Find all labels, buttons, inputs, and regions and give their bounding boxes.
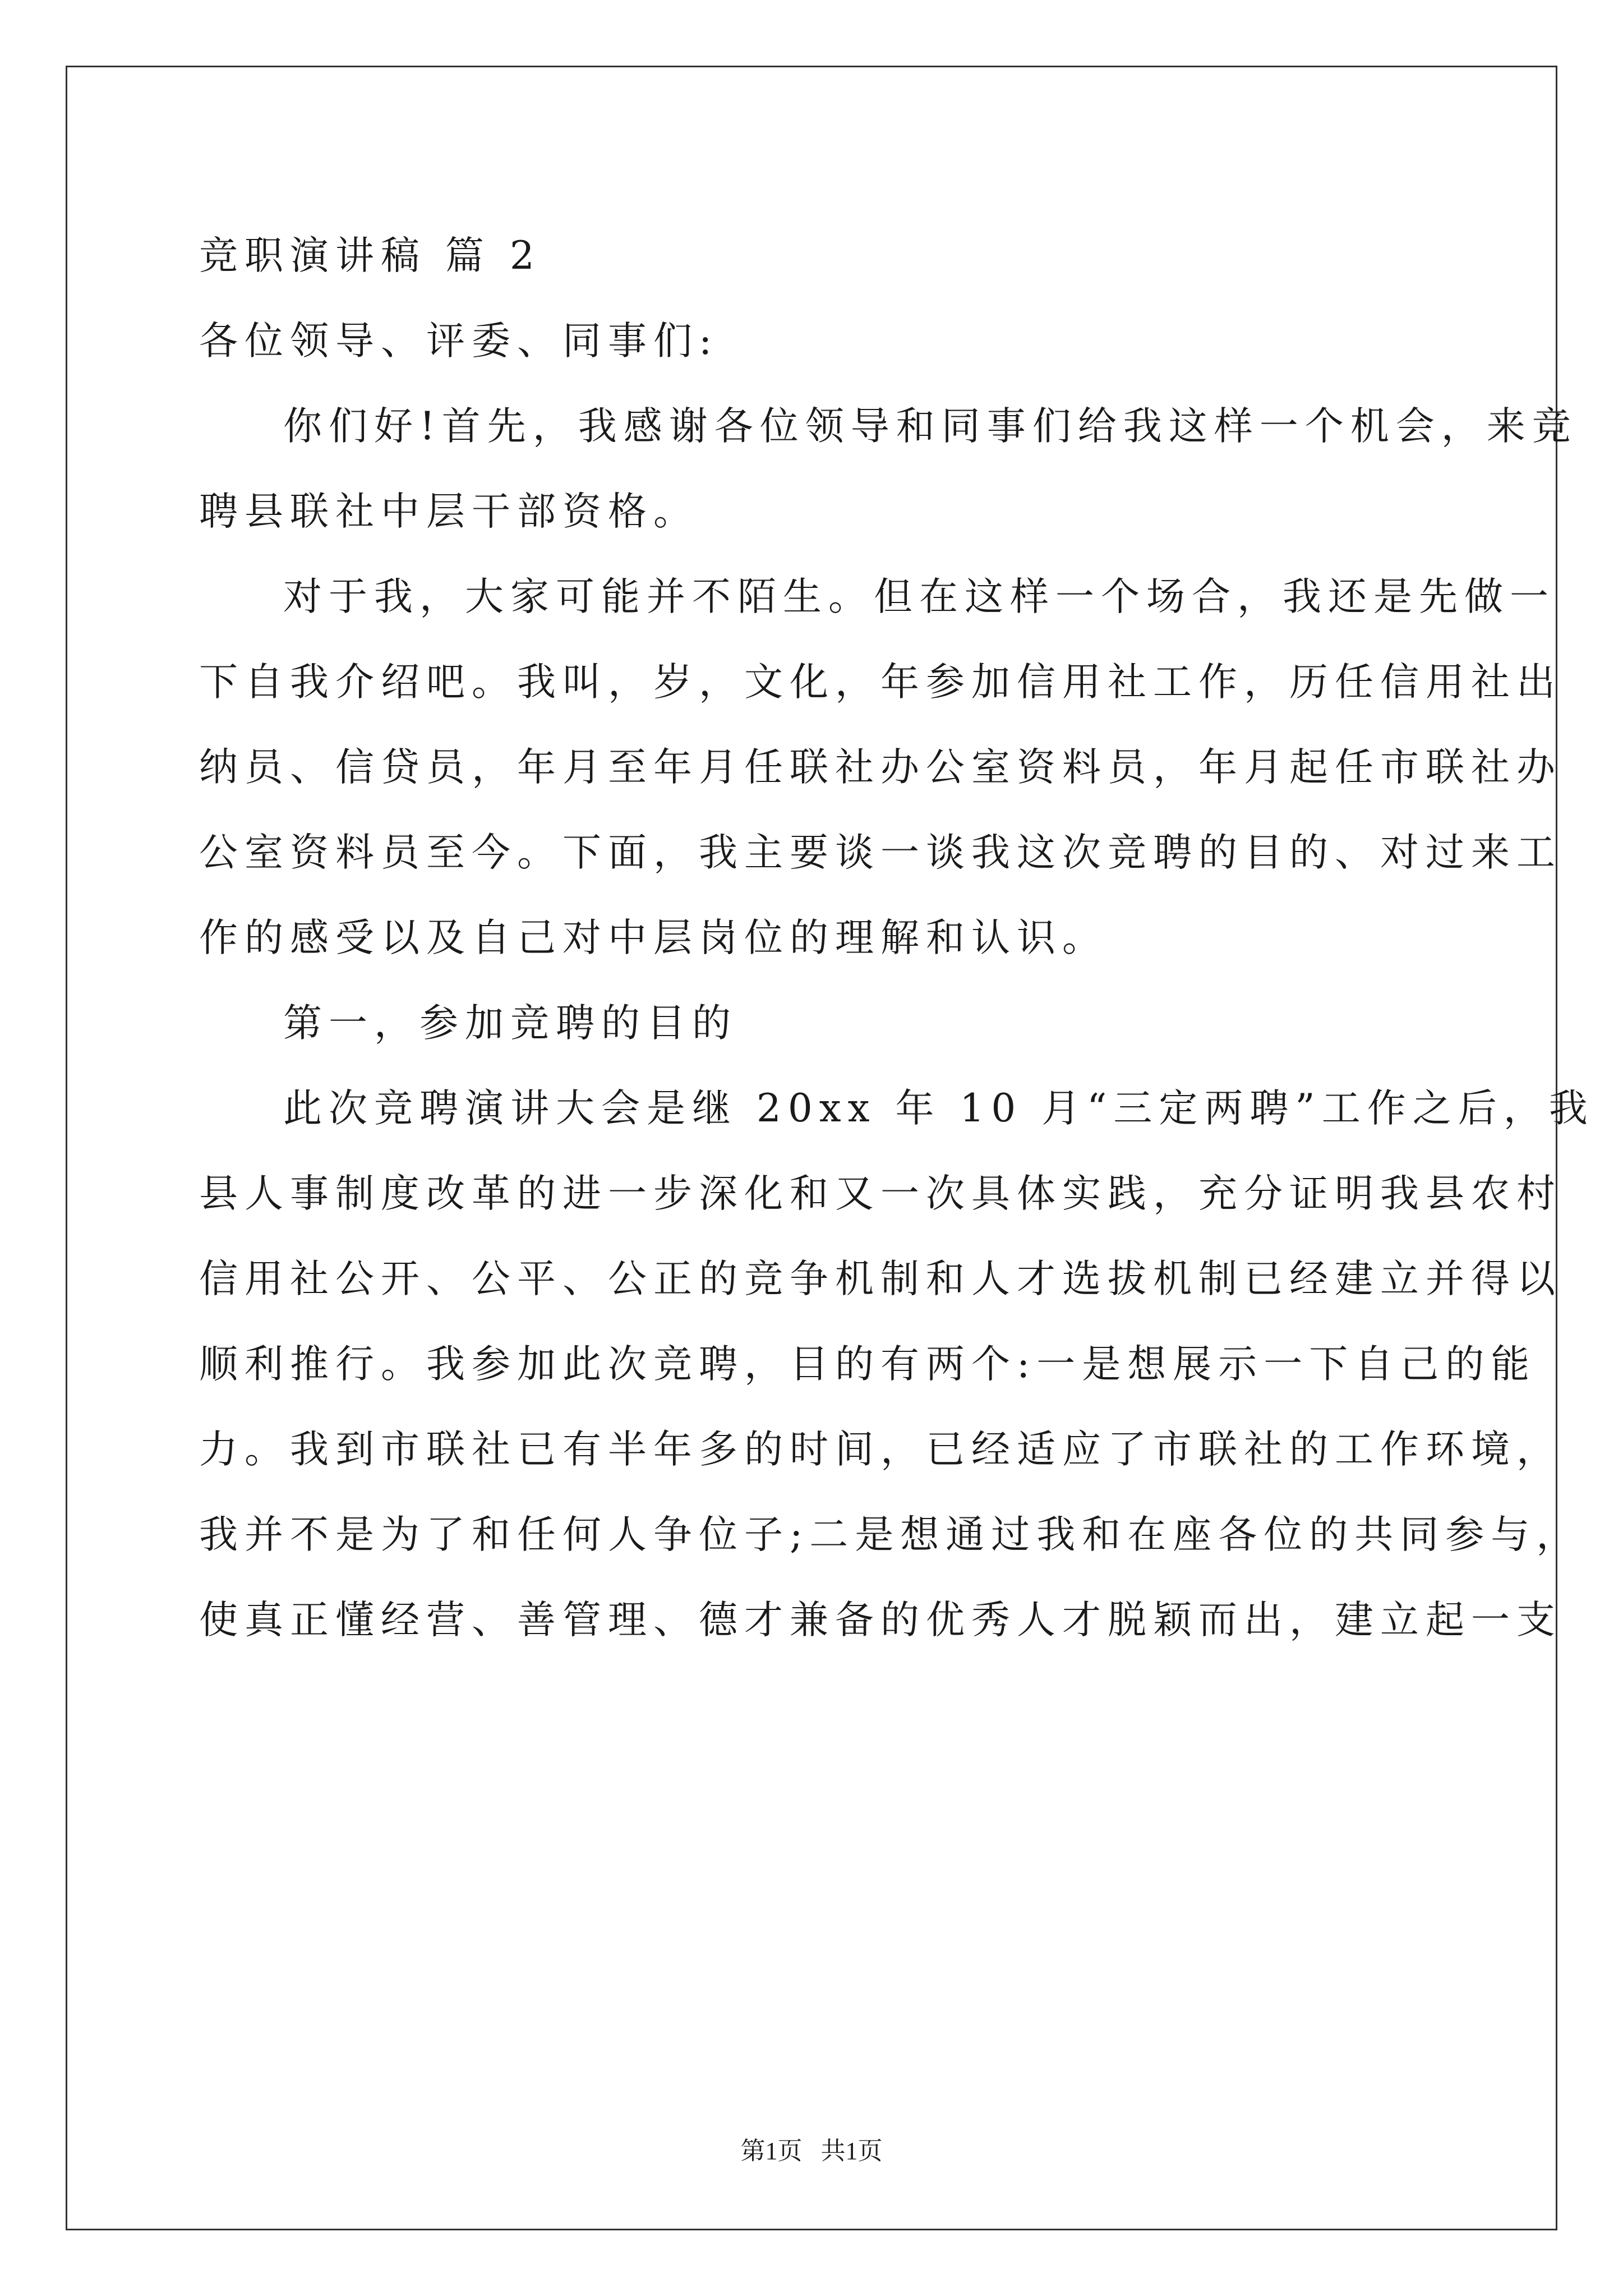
- text-line: 我并不是为了和任何人争位子;二是想通过我和在座各位的共同参与，: [199, 1512, 1582, 1557]
- text-line: 下自我介绍吧。我叫，岁，文化，年参加信用社工作，历任信用社出: [199, 660, 1562, 705]
- page-number: 第1页: [740, 2137, 803, 2165]
- text-line: 对于我，大家可能并不陌生。但在这样一个场合，我还是先做一: [283, 574, 1555, 619]
- text-line: 你们好!首先，我感谢各位领导和同事们给我这样一个机会，来竞: [283, 404, 1578, 449]
- document-body: [199, 213, 1594, 1663]
- text-line: 此次竞聘演讲大会是继 20xx 年 10 月“三定两聘”工作之后，我: [283, 1086, 1594, 1131]
- text-line: 信用社公开、公平、公正的竞争机制和人才选拔机制已经建立并得以: [199, 1257, 1562, 1301]
- document-title: 竞职演讲稿 篇 2: [199, 233, 541, 278]
- text-line: 纳员、信贷员，年月至年月任联社办公室资料员，年月起任市联社办: [199, 745, 1562, 790]
- text-line: 使真正懂经营、善管理、德才兼备的优秀人才脱颖而出，建立起一支: [199, 1598, 1562, 1642]
- text-line: 聘县联社中层干部资格。: [199, 489, 699, 534]
- text-line: 公室资料员至今。下面，我主要谈一谈我这次竞聘的目的、对过来工: [199, 830, 1562, 875]
- page-footer: [0, 2134, 1623, 2168]
- text-line: 顺利推行。我参加此次竞聘，目的有两个:一是想展示一下自己的能: [199, 1342, 1537, 1387]
- salutation: 各位领导、评委、同事们:: [199, 319, 719, 364]
- text-line: 第一，参加竞聘的目的: [283, 1001, 737, 1046]
- paragraph-lines: [199, 384, 1594, 1663]
- text-line: 力。我到市联社已有半年多的时间，已经适应了市联社的工作环境，: [199, 1427, 1562, 1472]
- text-line: 县人事制度改革的进一步深化和又一次具体实践，充分证明我县农村: [199, 1171, 1562, 1216]
- text-line: 作的感受以及自己对中层岗位的理解和认识。: [199, 915, 1108, 960]
- page-total: 共1页: [820, 2137, 883, 2165]
